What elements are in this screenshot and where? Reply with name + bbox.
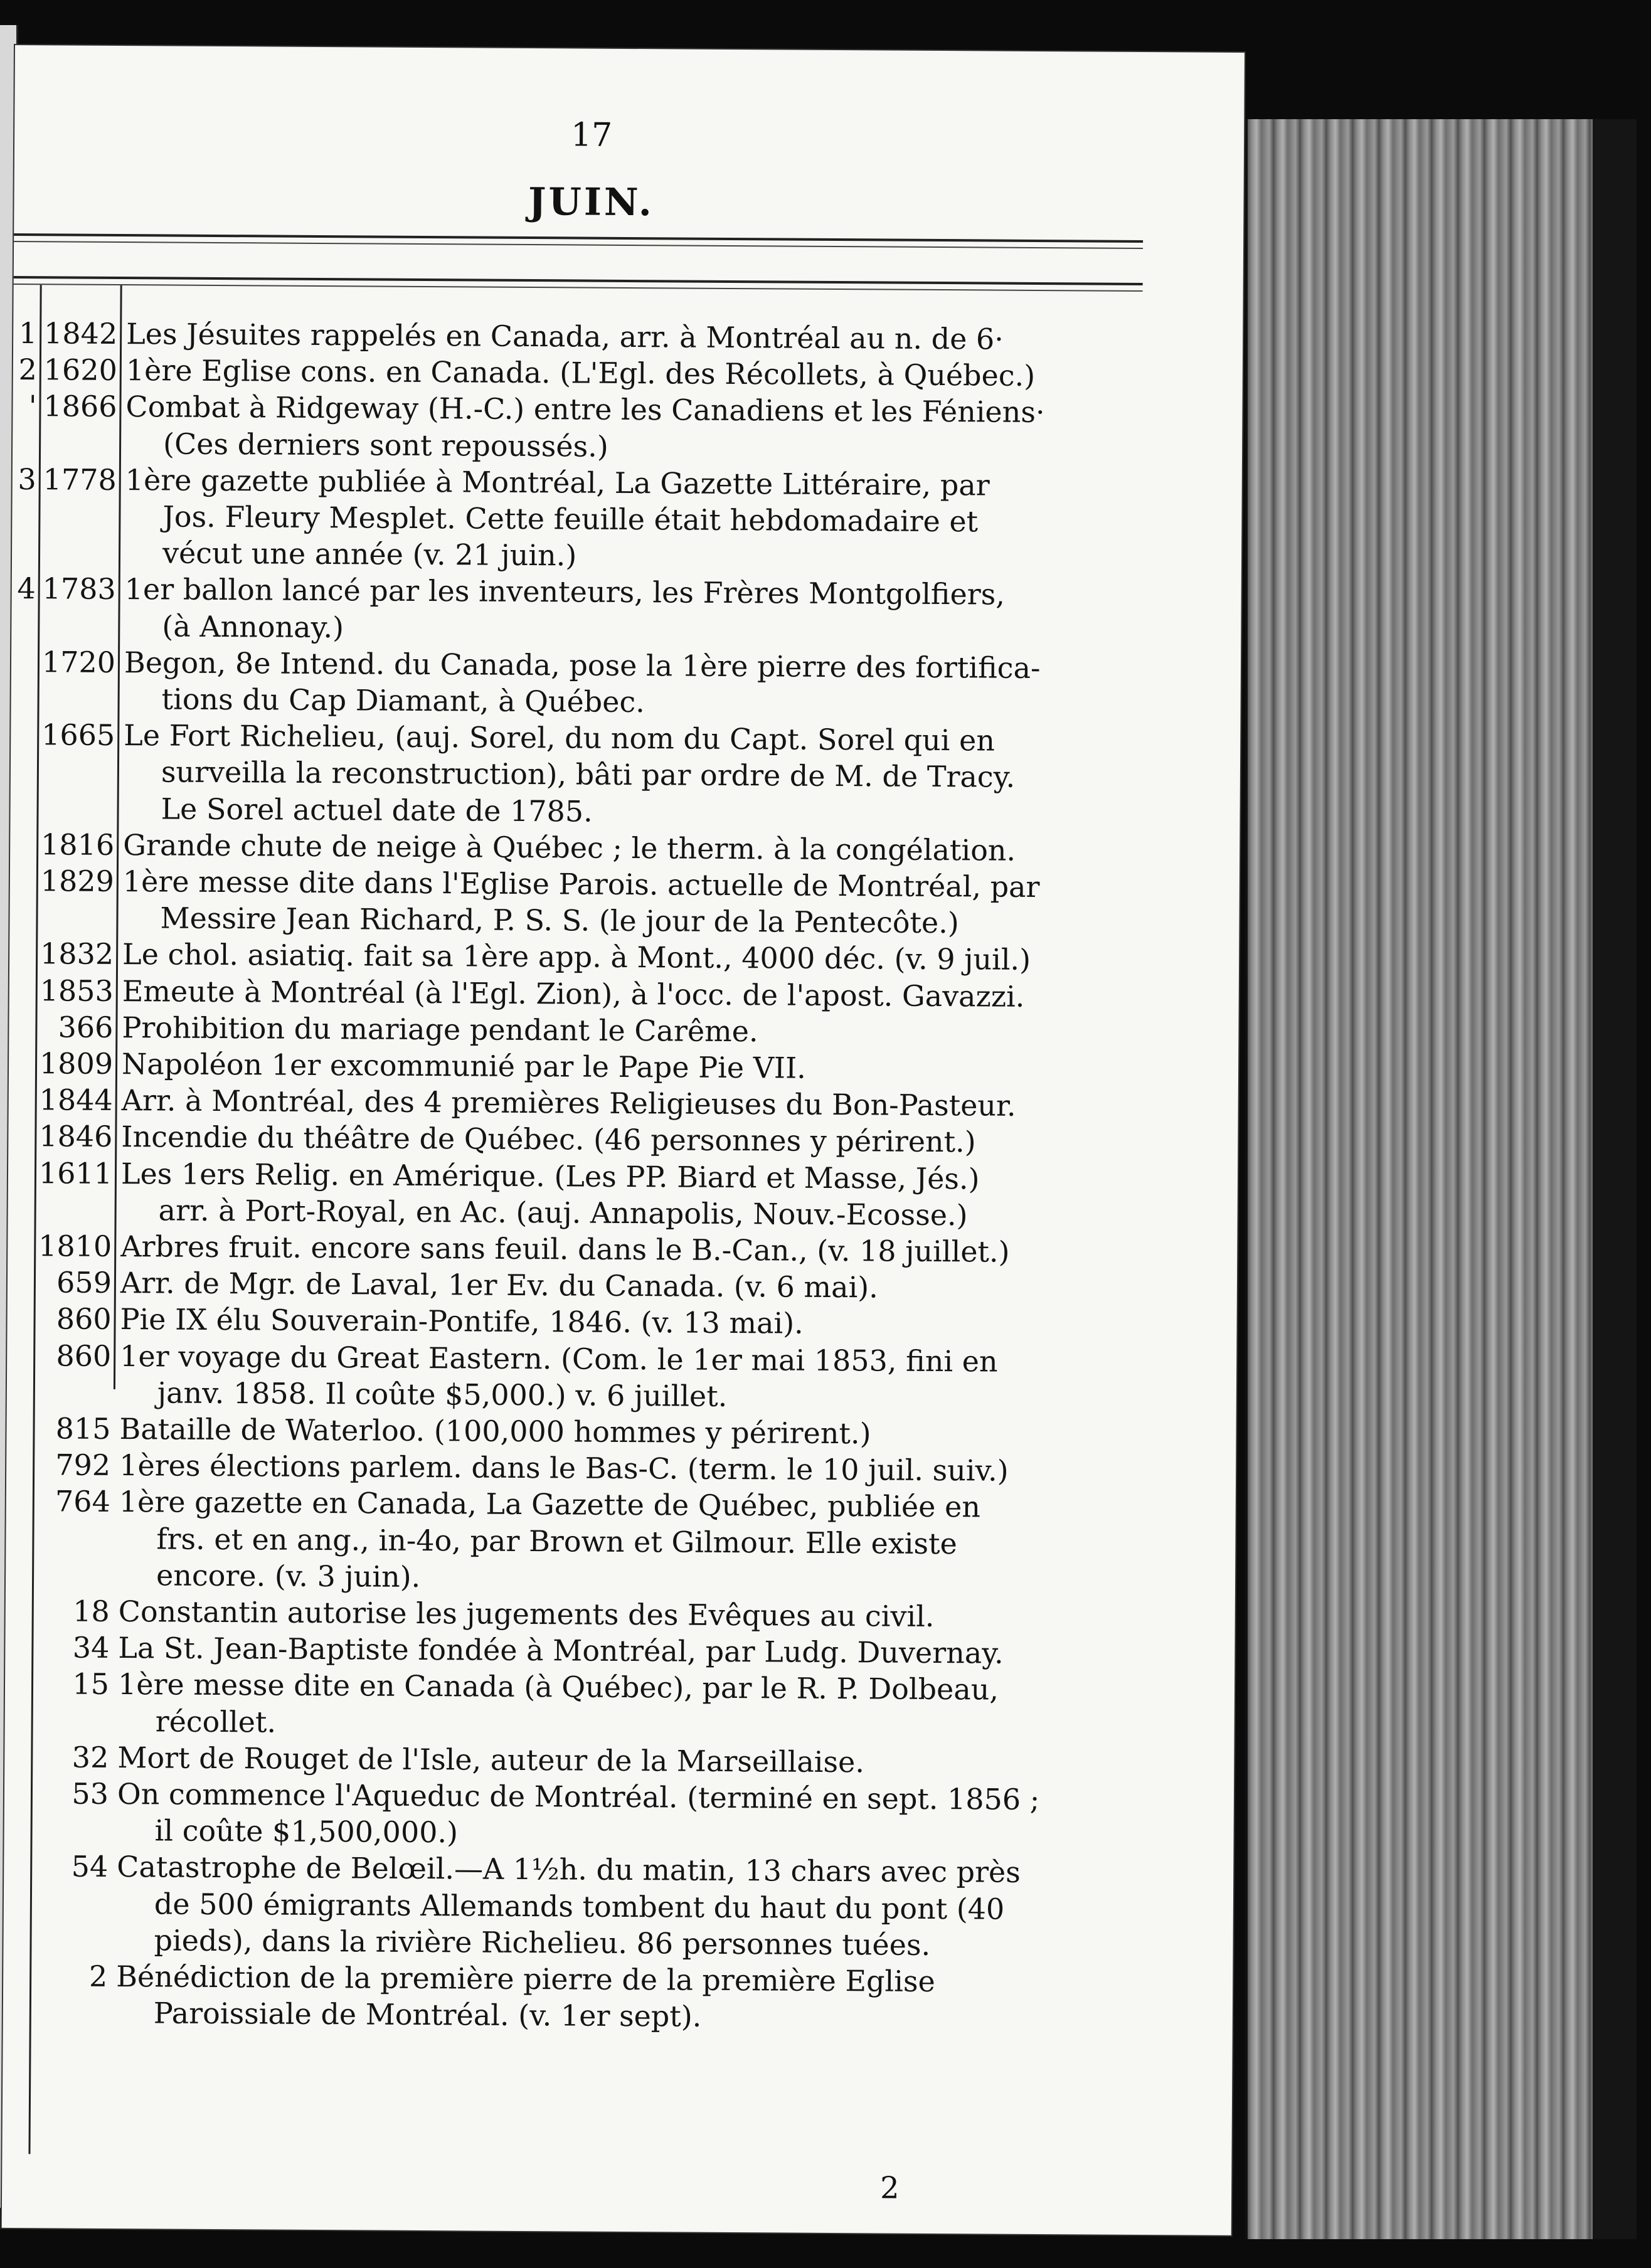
entry-year: 1665 bbox=[41, 718, 115, 753]
entry-year: 34 bbox=[72, 1630, 110, 1665]
entry-text: Arr. de Mgr. de Laval, 1er Ev. du Canada. (v. 6 mai). bbox=[120, 1266, 878, 1305]
entry-text: Combat à Ridgeway (H.-C.) entre les Canadiens et les Féniens· bbox=[125, 389, 1045, 430]
list-item bbox=[3, 1958, 1133, 2037]
entry-text: 1ères élections parlem. dans le Bas-C. (term. le 10 juil. suiv.) bbox=[119, 1448, 1009, 1488]
entry-text: vécut une année (v. 21 juin.) bbox=[162, 536, 577, 573]
entry-text: Pie IX élu Souverain-Pontife, 1846. (v. 13 mai). bbox=[120, 1302, 804, 1341]
month-heading: JUIN. bbox=[528, 180, 655, 225]
entry-text: Constantin autorise les jugements des Evêques au civil. bbox=[118, 1594, 935, 1633]
entry-year: 764 bbox=[55, 1484, 110, 1519]
list-item bbox=[8, 1227, 1137, 1271]
list-item bbox=[5, 1665, 1135, 1745]
list-item bbox=[6, 1410, 1135, 1453]
list-item bbox=[9, 862, 1139, 942]
entry-text: (à Annonay.) bbox=[162, 609, 344, 644]
entry-text: Les 1ers Relig. en Amérique. (Les PP. Biard et Masse, Jés.) bbox=[120, 1156, 980, 1196]
list-item bbox=[13, 351, 1142, 395]
entry-text: Jos. Fleury Mesplet. Cette feuille était hebdomadaire et bbox=[162, 499, 979, 539]
entry-text: 1ère messe dite dans l'Eglise Parois. actuelle de Montréal, par bbox=[122, 864, 1040, 904]
list-item bbox=[6, 1446, 1135, 1490]
list-item bbox=[11, 644, 1140, 723]
list-item bbox=[7, 1337, 1137, 1417]
signature-mark: 2 bbox=[879, 2170, 900, 2206]
book-page-edges bbox=[1245, 119, 1637, 2239]
entry-text: surveilla la reconstruction), bâti par ordre de M. de Tracy. bbox=[161, 755, 1016, 795]
entry-text: Catastrophe de Belœil.—A 1½h. du matin, 13 chars avec près bbox=[117, 1850, 1021, 1890]
entry-day: ' bbox=[28, 389, 37, 423]
entry-year: 1810 bbox=[38, 1229, 112, 1263]
list-item bbox=[11, 570, 1141, 650]
header-rule bbox=[14, 241, 1143, 249]
list-item bbox=[7, 1300, 1136, 1343]
entry-day: 2 bbox=[18, 352, 38, 387]
entry-year: 1778 bbox=[43, 462, 117, 497]
entry-text: frs. et en ang., in-4o, par Brown et Gilmour. Elle existe bbox=[156, 1522, 957, 1561]
entry-year: 32 bbox=[72, 1740, 109, 1774]
entry-text: Bataille de Waterloo. (100,000 hommes y périrent.) bbox=[119, 1412, 871, 1451]
list-item bbox=[5, 1629, 1134, 1672]
entry-text: 1er voyage du Great Eastern. (Com. le 1er mai 1853, fini en bbox=[120, 1338, 998, 1379]
entry-text: 1er ballon lancé par les inventeurs, les Frères Montgolfiers, bbox=[124, 572, 1006, 612]
entry-year: 1783 bbox=[42, 571, 116, 607]
entry-text: 1ère gazette publiée à Montréal, La Gazette Littéraire, par bbox=[125, 462, 990, 502]
header-rule bbox=[14, 284, 1143, 292]
entry-year: 1866 bbox=[43, 389, 117, 424]
entry-year: 1846 bbox=[39, 1119, 113, 1154]
entry-year: 860 bbox=[56, 1338, 112, 1373]
entry-text: Mort de Rouget de l'Isle, auteur de la Marseillaise. bbox=[117, 1740, 865, 1779]
entry-text: il coûte $1,500,000.) bbox=[154, 1813, 459, 1850]
list-item bbox=[8, 1118, 1137, 1161]
entry-text: janv. 1858. Il coûte $5,000.) v. 6 juillet. bbox=[157, 1375, 728, 1413]
entry-year: 1842 bbox=[43, 316, 118, 351]
entry-text: Grande chute de neige à Québec ; le therm. à la congélation. bbox=[123, 827, 1016, 867]
entry-year: 815 bbox=[55, 1411, 111, 1446]
entry-text: Arbres fruit. encore sans feuil. dans le B.-Can., (v. 18 juillet.) bbox=[120, 1229, 1010, 1269]
entry-text: Le chol. asiatiq. fait sa 1ère app. à Mont., 4000 déc. (v. 9 juil.) bbox=[122, 937, 1031, 977]
list-item bbox=[9, 1009, 1138, 1052]
list-item bbox=[9, 972, 1139, 1015]
entry-text: Les Jésuites rappelés en Canada, arr. à Montréal au n. de 6· bbox=[126, 317, 1004, 356]
entry-text: (Ces derniers sont repoussés.) bbox=[162, 427, 608, 464]
entry-text: On commence l'Aqueduc de Montréal. (terminé en sept. 1856 ; bbox=[117, 1777, 1040, 1817]
list-item bbox=[10, 716, 1140, 833]
list-item bbox=[13, 315, 1142, 358]
entry-text: Le Fort Richelieu, (auj. Sorel, du nom du Capt. Sorel qui en bbox=[124, 718, 995, 758]
entry-text: Arr. à Montréal, des 4 premières Religieuses du Bon-Pasteur. bbox=[121, 1083, 1016, 1123]
book-page bbox=[2, 45, 1245, 2235]
entry-text: Paroissiale de Montréal. (v. 1er sept). bbox=[153, 1996, 702, 2033]
page-number: 17 bbox=[570, 116, 613, 154]
entry-text: tions du Cap Diamant, à Québec. bbox=[161, 682, 645, 719]
list-item bbox=[8, 1155, 1137, 1234]
entry-year: 2 bbox=[88, 1959, 108, 1993]
entry-text: Incendie du théâtre de Québec. (46 personnes y périrent.) bbox=[121, 1120, 976, 1159]
list-item bbox=[9, 1081, 1138, 1125]
list-item bbox=[10, 826, 1139, 869]
entry-year: 54 bbox=[71, 1849, 109, 1884]
entry-text: 1ère gazette en Canada, La Gazette de Québec, publiée en bbox=[119, 1485, 981, 1524]
entry-day: 1 bbox=[18, 316, 38, 351]
entry-text: 1ère messe dite en Canada (à Québec), par le R. P. Dolbeau, bbox=[117, 1667, 999, 1707]
entry-text: Le Sorel actuel date de 1785. bbox=[161, 792, 593, 829]
entry-text: arr. à Port-Royal, en Ac. (auj. Annapolis, Nouv.-Ecosse.) bbox=[158, 1193, 968, 1232]
entry-text: Begon, 8e Intend. du Canada, pose la 1ère pierre des fortifica- bbox=[124, 645, 1041, 685]
entry-text: de 500 émigrants Allemands tombent du haut du pont (40 bbox=[154, 1886, 1005, 1926]
list-item bbox=[3, 1848, 1133, 1964]
entry-year: 1829 bbox=[40, 864, 115, 898]
entry-year: 1611 bbox=[38, 1155, 113, 1190]
entry-text: Prohibition du mariage pendant le Carême. bbox=[122, 1010, 758, 1049]
entry-year: 1620 bbox=[43, 352, 118, 388]
list-item bbox=[6, 1592, 1135, 1636]
entry-day: 3 bbox=[18, 462, 36, 497]
entry-text: Messire Jean Richard, P. S. S. (le jour de la Pentecôte.) bbox=[160, 901, 959, 940]
list-item bbox=[12, 461, 1142, 578]
list-item bbox=[13, 388, 1142, 467]
list-item bbox=[6, 1483, 1135, 1599]
entry-text: Emeute à Montréal (à l'Egl. Zion), à l'occ. de l'apost. Gavazzi. bbox=[122, 973, 1025, 1014]
entry-year: 15 bbox=[72, 1667, 110, 1702]
entry-text: pieds), dans la rivière Richelieu. 86 personnes tuées. bbox=[154, 1923, 931, 1962]
entry-year: 860 bbox=[56, 1301, 112, 1337]
entry-year: 366 bbox=[58, 1010, 114, 1044]
entry-text: 1ère Eglise cons. en Canada. (L'Egl. des Récollets, à Québec.) bbox=[125, 353, 1036, 393]
entry-year: 1832 bbox=[40, 936, 114, 972]
entry-text: Bénédiction de la première pierre de la première Eglise bbox=[116, 1959, 935, 1999]
list-item bbox=[4, 1739, 1133, 1782]
entry-year: 53 bbox=[72, 1776, 109, 1811]
entry-year: 1816 bbox=[40, 827, 115, 862]
list-item bbox=[8, 1264, 1137, 1307]
entry-year: 1844 bbox=[39, 1083, 113, 1118]
entry-year: 1853 bbox=[40, 973, 114, 1008]
list-item bbox=[4, 1775, 1133, 1855]
chronology-list bbox=[13, 315, 1142, 2033]
entry-year: 1809 bbox=[39, 1046, 114, 1081]
entry-year: 659 bbox=[56, 1265, 112, 1300]
entry-year: 792 bbox=[55, 1448, 111, 1483]
entry-year: 18 bbox=[73, 1594, 110, 1628]
list-item bbox=[9, 935, 1139, 978]
entry-text: Napoléon 1er excommunié par le Pape Pie VII. bbox=[121, 1047, 807, 1085]
entry-text: récollet. bbox=[155, 1704, 277, 1739]
list-item bbox=[9, 1045, 1138, 1088]
entry-text: encore. (v. 3 juin). bbox=[156, 1558, 421, 1594]
entry-year: 1720 bbox=[41, 645, 116, 679]
entry-text: La St. Jean-Baptiste fondée à Montréal, par Ludg. Duvernay. bbox=[118, 1631, 1004, 1670]
entry-day: 4 bbox=[17, 571, 36, 606]
